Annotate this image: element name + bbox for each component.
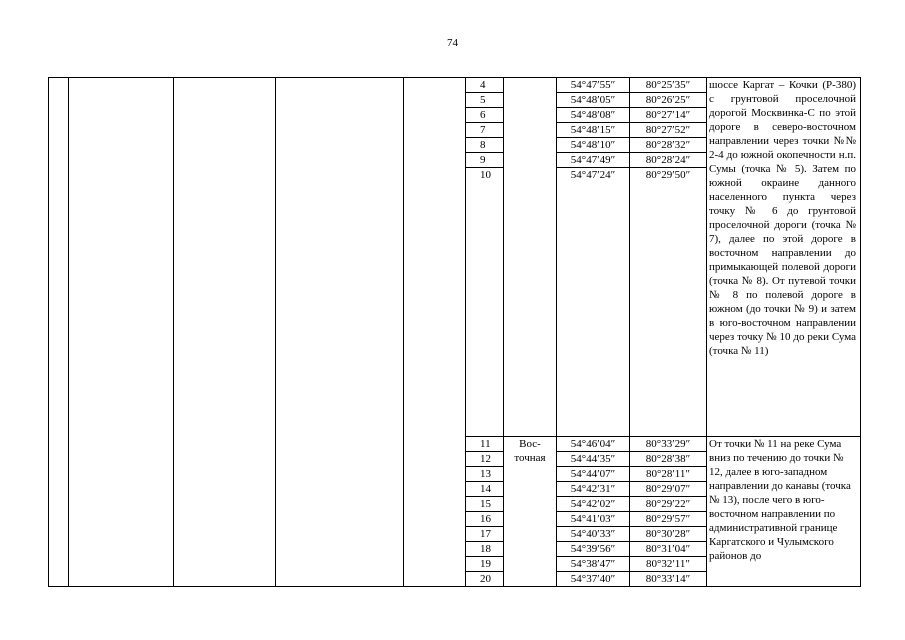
latitude: 54°46′04″: [557, 437, 630, 452]
point-number: 12: [466, 452, 504, 467]
latitude: 54°37′40″: [557, 572, 630, 587]
longitude: 80°28′32″: [630, 138, 707, 153]
latitude: 54°44′07″: [557, 467, 630, 482]
latitude: 54°44′35″: [557, 452, 630, 467]
empty-column-cell: [69, 78, 174, 587]
longitude: 80°28′24″: [630, 153, 707, 168]
boundary-description: От точки № 11 на реке Сума вниз по течению до точки № 12, далее в юго-западном направлении до канавы (точка № 13), после чего в юго-восточном направлении по административной границе Каргатского и Чулымского районов до: [707, 437, 861, 587]
point-number: 5: [466, 93, 504, 108]
longitude: 80°25′35″: [630, 78, 707, 93]
longitude: 80°29′07″: [630, 482, 707, 497]
latitude: 54°40′33″: [557, 527, 630, 542]
table-row: [49, 78, 861, 93]
longitude: 80°33′29″: [630, 437, 707, 452]
point-number: 6: [466, 108, 504, 123]
empty-column-cell: [49, 78, 69, 587]
boundary-table: [48, 77, 861, 587]
latitude: 54°48′05″: [557, 93, 630, 108]
longitude: 80°26′25″: [630, 93, 707, 108]
boundary-side: Вос-точная: [504, 437, 557, 587]
page-number: 74: [447, 37, 458, 49]
point-number: 19: [466, 557, 504, 572]
boundary-side: [504, 78, 557, 437]
point-number: 7: [466, 123, 504, 138]
latitude: 54°48′15″: [557, 123, 630, 138]
point-number: 9: [466, 153, 504, 168]
point-number: 20: [466, 572, 504, 587]
point-number: 18: [466, 542, 504, 557]
empty-column-cell: [404, 78, 466, 587]
point-number: 13: [466, 467, 504, 482]
point-number: 17: [466, 527, 504, 542]
point-number: 8: [466, 138, 504, 153]
longitude: 80°27′14″: [630, 108, 707, 123]
longitude: 80°28′38″: [630, 452, 707, 467]
empty-column-cell: [174, 78, 276, 587]
latitude: 54°48′10″: [557, 138, 630, 153]
longitude: 80°32′11″: [630, 557, 707, 572]
point-number: 4: [466, 78, 504, 93]
latitude: 54°47′55″: [557, 78, 630, 93]
latitude: 54°47′24″: [557, 168, 630, 437]
longitude: 80°29′57″: [630, 512, 707, 527]
longitude: 80°33′14″: [630, 572, 707, 587]
longitude: 80°29′50″: [630, 168, 707, 437]
point-number: 14: [466, 482, 504, 497]
longitude: 80°31′04″: [630, 542, 707, 557]
latitude: 54°42′31″: [557, 482, 630, 497]
empty-column-cell: [276, 78, 404, 587]
latitude: 54°39′56″: [557, 542, 630, 557]
longitude: 80°30′28″: [630, 527, 707, 542]
latitude: 54°47′49″: [557, 153, 630, 168]
point-number: 16: [466, 512, 504, 527]
point-number: 11: [466, 437, 504, 452]
longitude: 80°27′52″: [630, 123, 707, 138]
latitude: 54°41′03″: [557, 512, 630, 527]
point-number: 15: [466, 497, 504, 512]
boundary-description: шоссе Каргат – Кочки (Р-380) с грунтовой проселочной дорогой Москвинка-С по этой дороге в северо-восточном направлении через точки №№ 2-4 до южной окопечности н.п. Сумы (точка № 5). Затем по южной окраине данного населенного пункта через точку № 6 до грунтовой проселочной дороги (точка № 7), далее по этой дороге в восточном направлении до примыкающей полевой дороги (точка № 8). От путевой точки № 8 по полевой дороге в южном (до точки № 9) и затем в юго-восточном направлении через точку № 10 до реки Сума (точка № 11): [707, 78, 861, 437]
longitude: 80°29′22″: [630, 497, 707, 512]
latitude: 54°42′02″: [557, 497, 630, 512]
latitude: 54°38′47″: [557, 557, 630, 572]
point-number: 10: [466, 168, 504, 437]
latitude: 54°48′08″: [557, 108, 630, 123]
longitude: 80°28′11″: [630, 467, 707, 482]
